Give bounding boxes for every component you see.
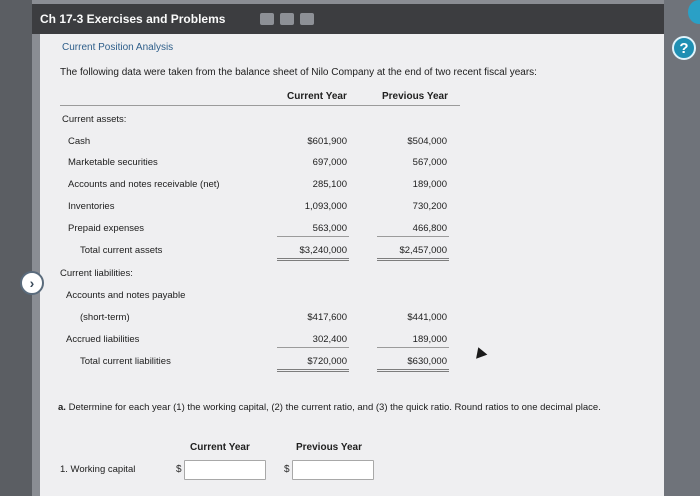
column-header-previous: Previous Year [382, 91, 448, 102]
liab-subtotal-rule-current [277, 347, 349, 348]
liability-label-line1: Accounts and notes payable [66, 290, 186, 301]
asset-current: $601,900 [307, 136, 347, 147]
content-panel [40, 34, 664, 496]
asset-current: 1,093,000 [304, 201, 347, 212]
asset-previous: $504,000 [407, 136, 447, 147]
asset-label: Prepaid expenses [68, 223, 145, 234]
total-rule-current [277, 258, 349, 261]
total-liabilities-previous: $630,000 [407, 356, 447, 367]
liability-current: 302,400 [312, 334, 347, 345]
screen-right-edge [664, 0, 700, 496]
asset-previous: 466,800 [412, 223, 447, 234]
working-capital-previous-input[interactable] [292, 460, 374, 480]
liability-label-line2: (short-term) [80, 312, 130, 323]
edge-blob [688, 0, 700, 24]
asset-current: 285,100 [312, 179, 347, 190]
dollar-sign-previous: $ [284, 464, 290, 475]
asset-label: Marketable securities [68, 157, 158, 168]
answer-header-current: Current Year [190, 442, 250, 453]
liability-current: $417,600 [307, 312, 347, 323]
asset-label: Cash [68, 136, 91, 147]
chevron-right-icon[interactable]: › [20, 271, 44, 295]
liab-total-rule-previous [377, 369, 449, 372]
help-icon[interactable]: ? [672, 36, 696, 60]
liab-total-rule-current [277, 369, 349, 372]
total-assets-previous: $2,457,000 [399, 245, 447, 256]
screen-left-edge [0, 0, 32, 496]
intro-text: The following data were taken from the balance sheet of Nilo Company at the end of two recent fiscal years: [60, 67, 537, 78]
asset-label: Inventories [68, 201, 115, 212]
current-assets-heading: Current assets: [62, 114, 127, 125]
title-bar [32, 4, 664, 34]
question-text [58, 400, 658, 415]
liability-label: Accrued liabilities [66, 334, 140, 345]
question-marker: a. [58, 402, 66, 413]
toolbar-icons [260, 13, 314, 25]
answer-header-previous: Previous Year [296, 442, 362, 453]
asset-previous: 189,000 [412, 179, 447, 190]
working-capital-current-input[interactable] [184, 460, 266, 480]
total-liabilities-current: $720,000 [307, 356, 347, 367]
total-rule-previous [377, 258, 449, 261]
liability-previous: 189,000 [412, 334, 447, 345]
question-body: Determine for each year (1) the working capital, (2) the current ratio, and (3) the quick ratio. Round ratios to one decimal place. [68, 402, 601, 413]
asset-current: 697,000 [312, 157, 347, 168]
asset-previous: 567,000 [412, 157, 447, 168]
asset-label: Accounts and notes receivable (net) [68, 179, 220, 190]
toolbar-grid-icon[interactable] [280, 13, 294, 25]
asset-current: 563,000 [312, 223, 347, 234]
total-assets-current: $3,240,000 [299, 245, 347, 256]
window-title: Ch 17-3 Exercises and Problems [40, 12, 226, 26]
subtotal-rule-current [277, 236, 349, 237]
subtotal-rule-previous [377, 236, 449, 237]
total-assets-label: Total current assets [80, 245, 163, 256]
column-header-current: Current Year [287, 91, 347, 102]
liab-subtotal-rule-previous [377, 347, 449, 348]
dollar-sign-current: $ [176, 464, 182, 475]
liability-previous: $441,000 [407, 312, 447, 323]
asset-previous: 730,200 [412, 201, 447, 212]
total-liabilities-label: Total current liabilities [80, 356, 171, 367]
working-capital-label: 1. Working capital [60, 464, 136, 475]
section-subtitle: Current Position Analysis [62, 42, 174, 53]
header-rule [60, 105, 460, 106]
toolbar-book-icon[interactable] [300, 13, 314, 25]
current-liabilities-heading: Current liabilities: [60, 268, 133, 279]
toolbar-tag-icon[interactable] [260, 13, 274, 25]
